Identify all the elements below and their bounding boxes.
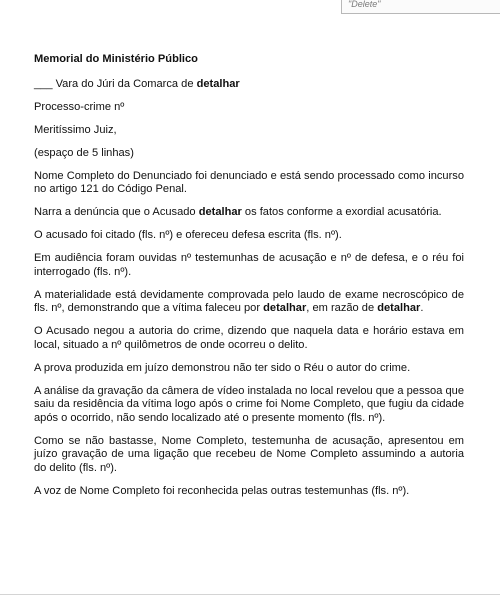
- paragraph-voz: A voz de Nome Completo foi reconhecida pelas outras testemunhas (fls. nº).: [34, 484, 410, 497]
- vara-prefix: ___ Vara do Júri da Comarca de: [34, 77, 197, 90]
- narra-placeholder: detalhar: [198, 206, 242, 218]
- materialidade-placeholder-2: detalhar: [377, 302, 421, 314]
- comment-text: "Delete": [348, 0, 381, 9]
- paragraph-prova: A prova produzida em juízo demonstrou não ter sido o Réu o autor do crime.: [34, 361, 411, 374]
- materialidade-middle: , em razão de: [306, 302, 378, 314]
- comment-balloon[interactable]: [341, 0, 500, 14]
- spacing-note: (espaço de 5 linhas): [34, 146, 134, 159]
- paragraph-gravacao: A análise da gravação da câmera de vídeo instalada no local revelou que a pessoa que saiu da residência da vítima logo após o crime foi Nome Completo, que fugiu da cidade após o ocorrido, não sendo localizado até o presente momento (fls. nº).: [34, 384, 464, 424]
- narra-after: os fatos conforme a exordial acusatória.: [241, 206, 442, 218]
- paragraph-audiencia: Em audiência foram ouvidas nº testemunhas de acusação e nº de defesa, e o réu foi interrogado (fls. nº).: [34, 252, 464, 278]
- paragraph-narra: [34, 206, 464, 220]
- vara-placeholder: detalhar: [196, 77, 240, 90]
- materialidade-placeholder-1: detalhar: [263, 302, 307, 314]
- paragraph-materialidade: [34, 289, 464, 316]
- document-body: [34, 53, 464, 508]
- salutation: Meritíssimo Juiz,: [34, 123, 117, 136]
- page-bottom-rule: [0, 594, 500, 595]
- document-title: Memorial do Ministério Público: [34, 53, 198, 65]
- paragraph-denunciado: Nome Completo do Denunciado foi denunciado e está sendo processado como incurso no artigo 121 do Código Penal.: [34, 169, 464, 195]
- paragraph-bastasse: Como se não bastasse, Nome Completo, testemunha de acusação, apresentou em juízo gravação de uma ligação que recebeu de Nome Completo assumindo a autoria do delito (fls. nº).: [34, 434, 464, 474]
- paragraph-negou: O Acusado negou a autoria do crime, dizendo que naquela data e horário estava em local, situado a nº quilômetros de onde ocorreu o delito.: [34, 325, 464, 351]
- vara-line: [34, 78, 464, 92]
- processo-line: Processo-crime nº: [34, 100, 125, 113]
- materialidade-after: .: [420, 302, 424, 314]
- narra-before: Narra a denúncia que o Acusado: [34, 206, 199, 218]
- paragraph-citado: O acusado foi citado (fls. nº) e ofereceu defesa escrita (fls. nº).: [34, 229, 342, 241]
- materialidade-before: A materialidade está devidamente comprovada pelo laudo de exame necroscópico de fls. nº, demonstrando que a vítima faleceu por: [34, 288, 464, 314]
